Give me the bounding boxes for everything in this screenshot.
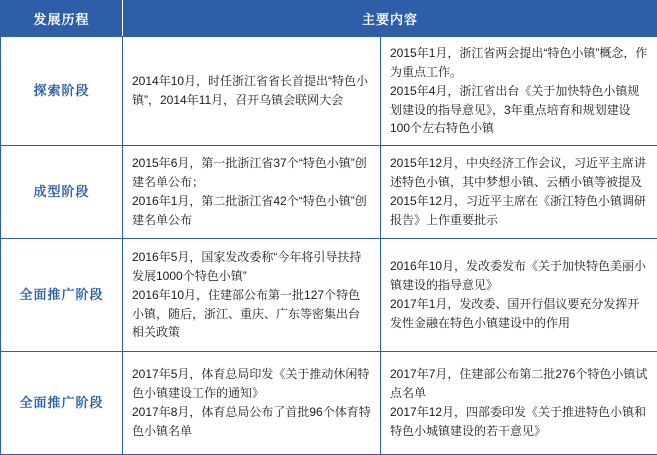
content-cell-exploration-a: [123, 37, 381, 146]
content-paragraph: 2016年10月，住建部公布第一批127个特色小镇，随后，浙江、重庆、广东等密集出台相关政策: [132, 286, 371, 342]
stage-label-promotion-2: 全面推广阶段: [1, 351, 123, 454]
content-cell-promotion2-a: [123, 351, 381, 454]
content-paragraph: 2017年7月，住建部公布第二批276个特色小镇试点名单: [390, 365, 648, 402]
content-cell-promotion1-b: [381, 238, 657, 351]
table-header: [1, 1, 657, 37]
content-cell-promotion2-b: [381, 351, 657, 454]
content-paragraph: 2017年12月，四部委印发《关于推进特色小镇和特色小城镇建设的若干意见》: [390, 403, 648, 440]
stage-label-promotion-1: 全面推广阶段: [1, 238, 123, 351]
content-paragraph: 2015年12月，中央经济工作会议，习近平主席讲述特色小镇，其中梦想小镇、云栖小镇等被提及: [390, 154, 648, 191]
content-cell-forming-b: [381, 145, 657, 238]
content-cell-forming-a: [123, 145, 381, 238]
content-paragraph: 2015年1月，浙江省两会提出“特色小镇”概念，作为重点工作。: [390, 44, 648, 81]
content-paragraph: 2017年1月，发改委、国开行倡议要充分发挥开发性金融在特色小镇建设中的作用: [390, 295, 648, 332]
content-paragraph: 2016年5月，国家发改委称“今年将引导扶持发展1000个特色小镇”: [132, 248, 371, 285]
table-row: [1, 37, 657, 146]
column-header-stage: 发展历程: [1, 1, 123, 37]
table-header-row: [1, 1, 657, 37]
content-paragraph: 2017年5月，体育总局印发《关于推动休闲特色小镇建设工作的通知》: [132, 365, 371, 402]
content-paragraph: 2015年6月，第一批浙江省37个“特色小镇”创建名单公布；: [132, 154, 371, 191]
content-paragraph: 2015年12月，习近平主席在《浙江特色小镇调研报告》上作重要批示: [390, 192, 648, 229]
column-header-content: 主要内容: [123, 1, 657, 37]
table-row: [1, 351, 657, 454]
content-cell-exploration-b: [381, 37, 657, 146]
stage-label-exploration: 探索阶段: [1, 37, 123, 146]
content-paragraph: 2017年8月，体育总局公布了首批96个体育特色小镇名单: [132, 403, 371, 440]
stage-label-forming: 成型阶段: [1, 145, 123, 238]
content-cell-promotion1-a: [123, 238, 381, 351]
content-paragraph: 2015年4月，浙江省出台《关于加快特色小镇规划建设的指导意见》，3年重点培育和规划建设100个左右特色小镇: [390, 82, 648, 138]
content-paragraph: 2016年1月，第二批浙江省42个“特色小镇”创建名单公布: [132, 192, 371, 229]
content-paragraph: 2014年10月，时任浙江省省长首提出“特色小镇”，2014年11月，召开乌镇会联网大会: [132, 72, 371, 109]
table-row: [1, 145, 657, 238]
content-paragraph: 2016年10月，发改委发布《关于加快特色美丽小镇建设的指导意见》: [390, 257, 648, 294]
table-body: [1, 37, 657, 455]
table-row: [1, 238, 657, 351]
